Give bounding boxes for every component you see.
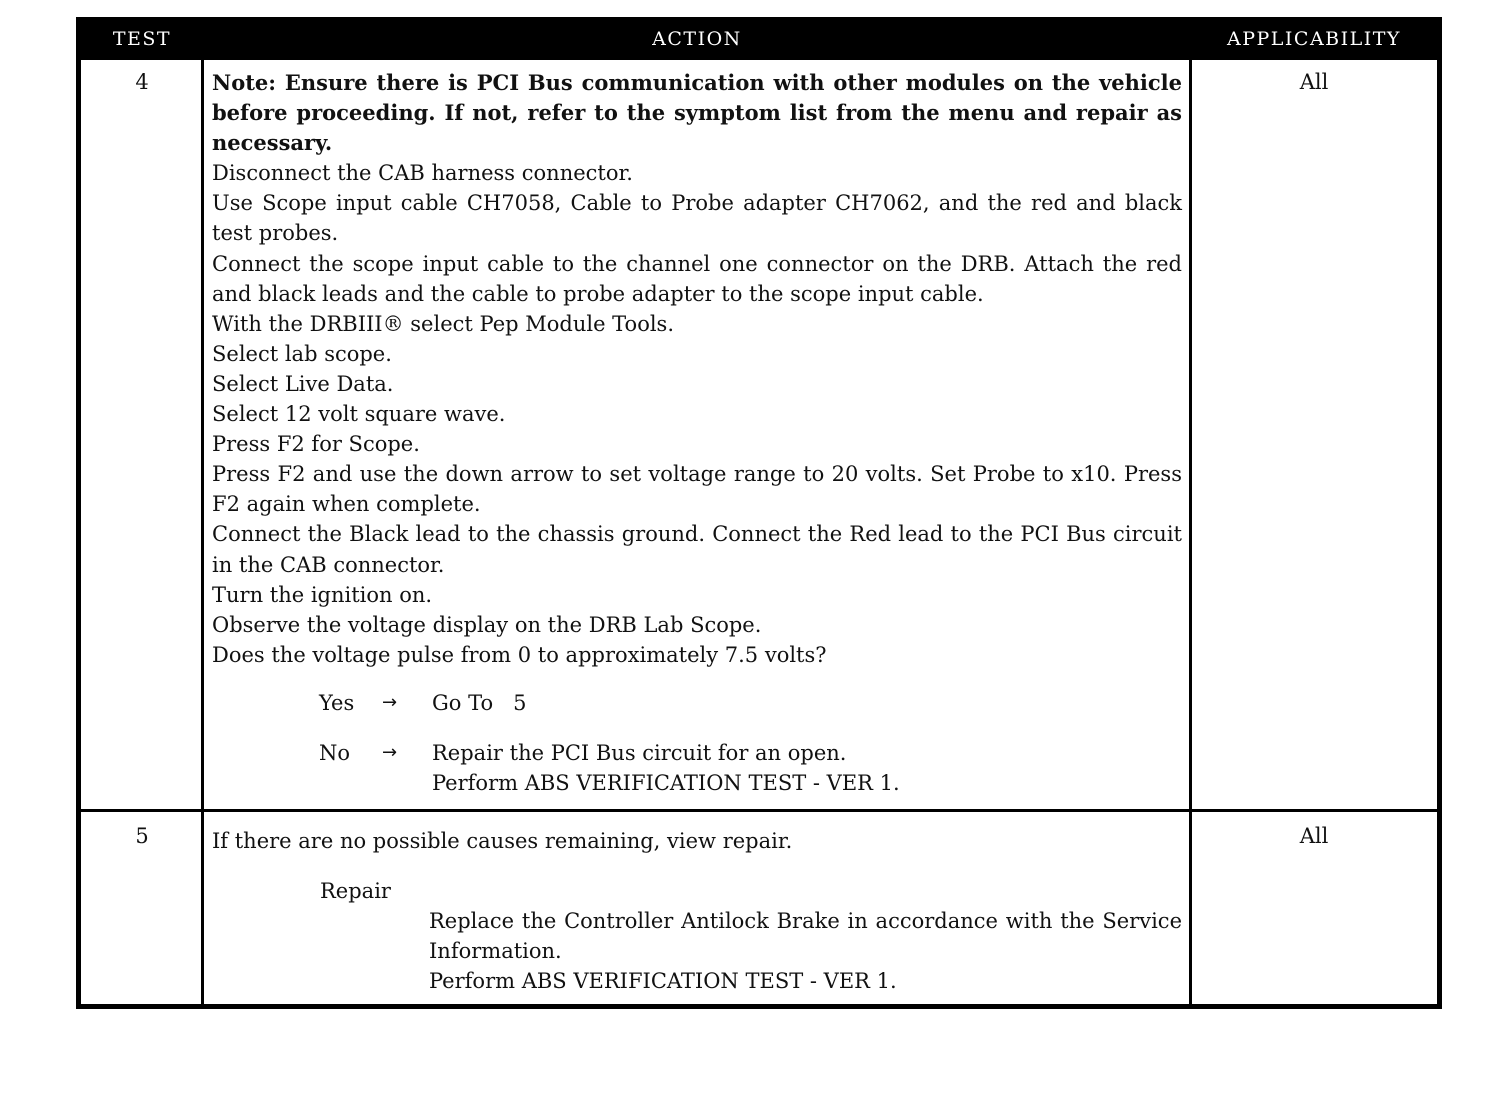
repair-text: Replace the Controller Antilock Brake in accordance with the Service Information.: [429, 909, 1182, 964]
step-text: Press F2 for Scope.: [212, 432, 420, 457]
step-text: Observe the voltage display on the DRB Lab Scope.: [212, 612, 762, 637]
step-text: Does the voltage pulse from 0 to approximately 7.5 volts?: [212, 642, 827, 667]
table-header: [81, 17, 1437, 60]
no-result-verification: Perform ABS VERIFICATION TEST - VER 1.: [432, 770, 900, 795]
diagnostic-table: [76, 17, 1442, 1009]
step-text: With the DRBIII® select Pep Module Tools.: [212, 311, 674, 336]
action-cell: [212, 826, 1182, 996]
step-text: Connect the Black lead to the chassis ground. Connect the Red lead to the PCI Bus circuit in the CAB connector.: [212, 522, 1182, 577]
arrow-right-icon: →: [382, 691, 398, 713]
step-text: Turn the ignition on.: [212, 582, 433, 607]
step-text: Select lab scope.: [212, 341, 392, 366]
no-branch: [212, 738, 1182, 768]
repair-verification: Perform ABS VERIFICATION TEST - VER 1.: [429, 969, 897, 994]
repair-label: Repair: [320, 879, 391, 904]
arrow-right-icon: →: [382, 741, 398, 763]
no-label: No: [319, 740, 351, 765]
step-text: If there are no possible causes remaining, view repair.: [212, 829, 793, 853]
yes-result: Go To 5: [432, 690, 527, 715]
step-text: Use Scope input cable CH7058, Cable to Probe adapter CH7062, and the red and black test probes.: [212, 191, 1182, 246]
applicability-value: All: [1299, 824, 1329, 848]
header-applicability: APPLICABILITY: [1227, 28, 1401, 50]
applicability-value: All: [1299, 70, 1329, 94]
header-test: TEST: [112, 28, 172, 50]
step-text: Select Live Data.: [212, 371, 394, 396]
action-cell: [212, 60, 1182, 798]
step-text: Select 12 volt square wave.: [212, 402, 506, 427]
table-row: [81, 60, 1437, 809]
yes-label: Yes: [319, 690, 355, 715]
header-action: ACTION: [652, 28, 742, 50]
test-number: 4: [135, 70, 149, 94]
step-text: Connect the scope input cable to the channel one connector on the DRB. Attach the red and black leads and the cable to probe adapter to the scope input cable.: [212, 251, 1182, 306]
yes-branch: [212, 688, 1182, 718]
table-row: [81, 812, 1437, 1009]
step-text: Disconnect the CAB harness connector.: [212, 161, 633, 186]
no-result: Repair the PCI Bus circuit for an open.: [432, 740, 847, 765]
note-text: Note: Ensure there is PCI Bus communication with other modules on the vehicle before proceeding. If not, refer to the symptom list from the menu and repair as necessary.: [212, 70, 1182, 156]
step-text: Press F2 and use the down arrow to set voltage range to 20 volts. Set Probe to x10. Press F2 again when complete.: [212, 462, 1182, 517]
test-number: 5: [135, 824, 149, 848]
